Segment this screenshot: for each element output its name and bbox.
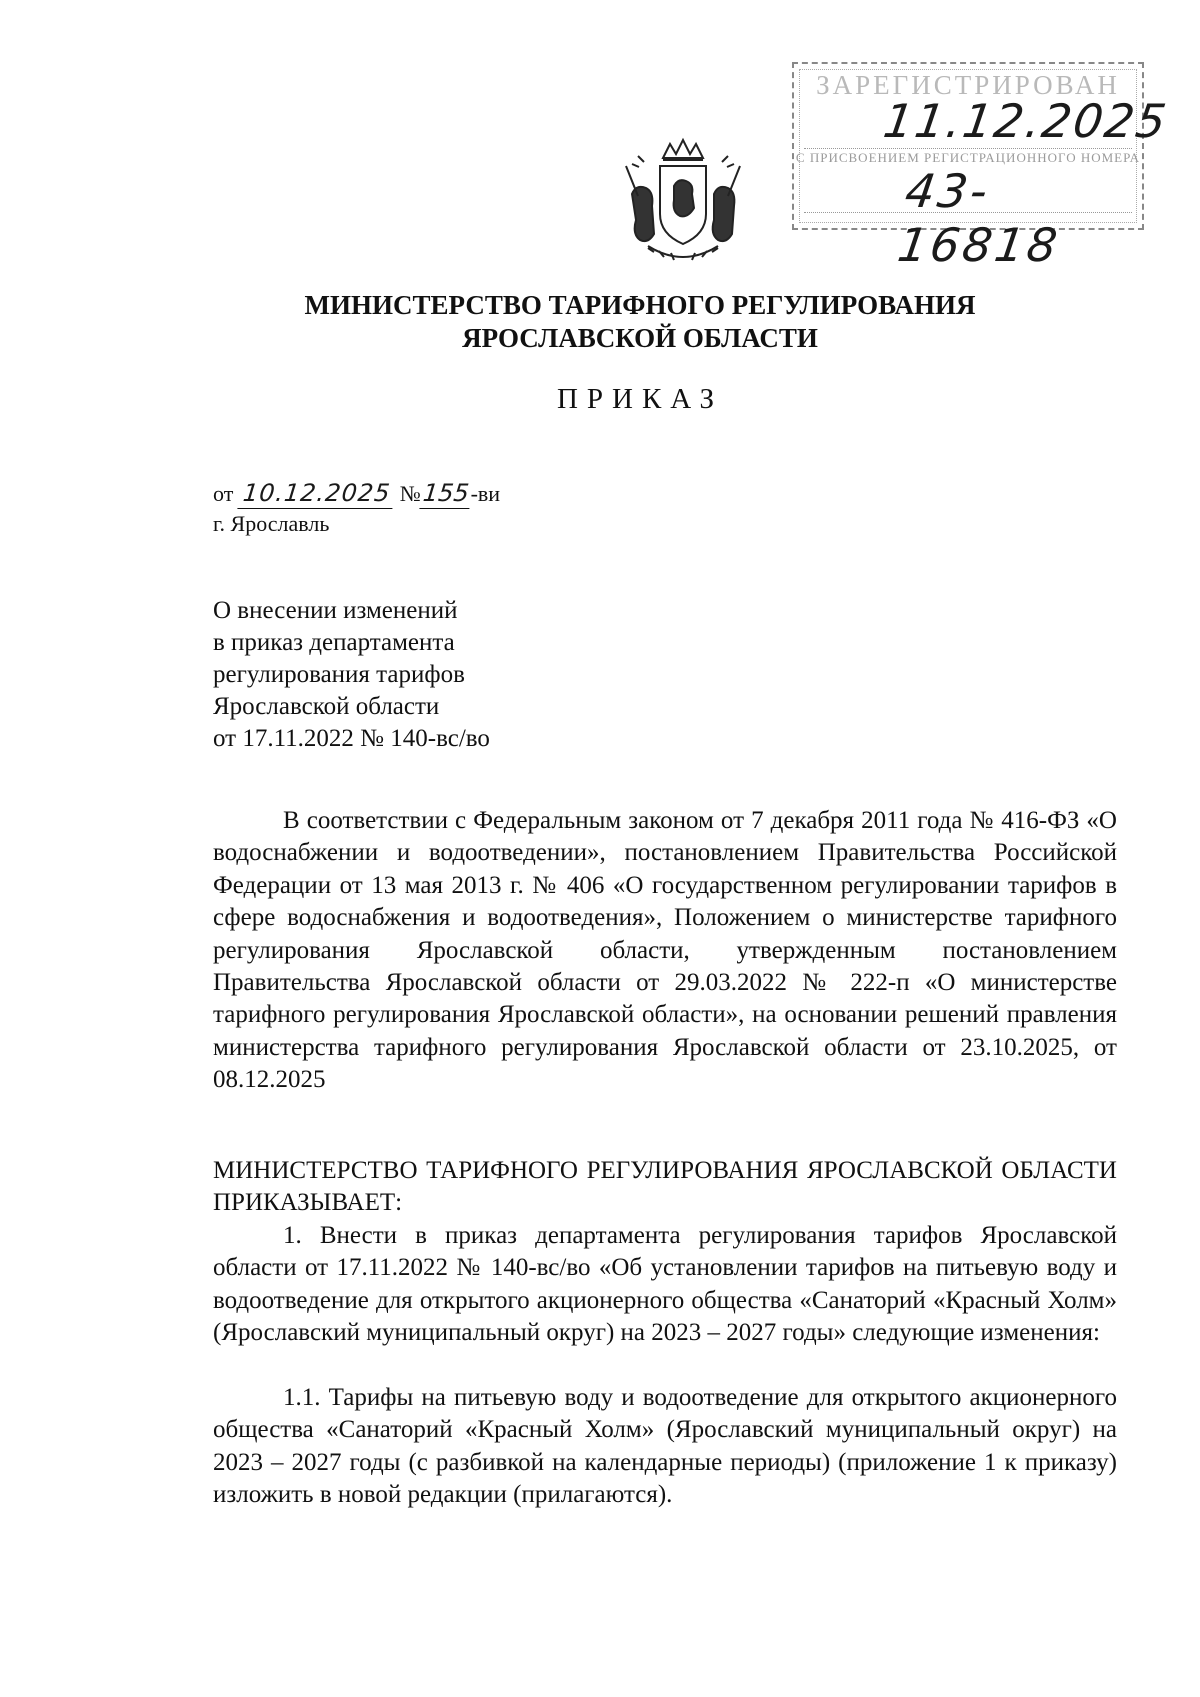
order-number: 155 [419, 478, 472, 509]
registration-stamp [792, 62, 1172, 272]
number-label: № [399, 481, 421, 506]
item-1-paragraph: 1. Внести в приказ департамента регулирования тарифов Ярославской области от 17.11.2022 № 140-вс/во «Об установлении тарифов на питьевую воду и водоотведение для открытого акционерного общества «Санаторий «Красный Холм» (Ярославский муниципальный округ) на 2023 – 2027 годы» следующие изменения: [213, 1222, 1117, 1347]
order-date-line [213, 478, 500, 509]
ministry-title [0, 289, 1200, 355]
subject-line: О внесении изменений [213, 597, 458, 624]
ministry-title-line2: ЯРОСЛАВСКОЙ ОБЛАСТИ [462, 323, 818, 353]
stamp-divider [804, 212, 1132, 213]
from-label: от [213, 481, 234, 506]
stamp-date: 11.12.2025 [880, 94, 1172, 148]
order-subject [213, 595, 490, 755]
stamp-subtitle: С ПРИСВОЕНИЕМ РЕГИСТРАЦИОННОГО НОМЕРА [795, 150, 1141, 165]
subject-line: регулирования тарифов [213, 661, 465, 688]
stamp-divider [804, 148, 1132, 149]
subject-line: от 17.11.2022 № 140-вс/во [213, 725, 490, 752]
order-meta [213, 478, 500, 539]
ministry-title-line1: МИНИСТЕРСТВО ТАРИФНОГО РЕГУЛИРОВАНИЯ [304, 290, 976, 320]
preamble-paragraph: В соответствии с Федеральным законом от 7 декабря 2011 года № 416-ФЗ «О водоснабжении и водоотведении», постановлением Правительства Российской Федерации от 13 мая 2013 г. № 406 «О государственном регулировании тарифов в сфере водоснабжения и водоотведения», Положением о министерстве тарифного регулирования Ярославской области, утвержденным постановлением Правительства Ярославской области от 29.03.2022 № 222-п «О министерстве тарифного регулирования Ярославской области», на основании решений правления министерства тарифного регулирования Ярославской области от 23.10.2025, от 08.12.2025 [213, 807, 1117, 1094]
subject-line: Ярославской области [213, 693, 440, 720]
stamp-registration-number: 43-16818 [894, 164, 1064, 272]
order-number-suffix: -ви [470, 481, 501, 506]
decree-paragraph: МИНИСТЕРСТВО ТАРИФНОГО РЕГУЛИРОВАНИЯ ЯРОСЛАВСКОЙ ОБЛАСТИ ПРИКАЗЫВАЕТ: [213, 1157, 1117, 1217]
order-heading: ПРИКАЗ [556, 383, 724, 415]
item-1-1-paragraph: 1.1. Тарифы на питьевую воду и водоотведение для открытого акционерного общества «Санаторий «Красный Холм» (Ярославский муниципальный округ) на 2023 – 2027 годы (с разбивкой на календарные периоды) (приложение 1 к приказу) изложить в новой редакции (прилагаются). [213, 1384, 1117, 1509]
order-date: 10.12.2025 [237, 478, 396, 509]
city: г. Ярославль [213, 511, 330, 536]
stamp-title: ЗАРЕГИСТРИРОВАН [816, 70, 1120, 100]
subject-line: в приказ департамента [213, 629, 455, 656]
coat-of-arms-icon [618, 136, 748, 271]
